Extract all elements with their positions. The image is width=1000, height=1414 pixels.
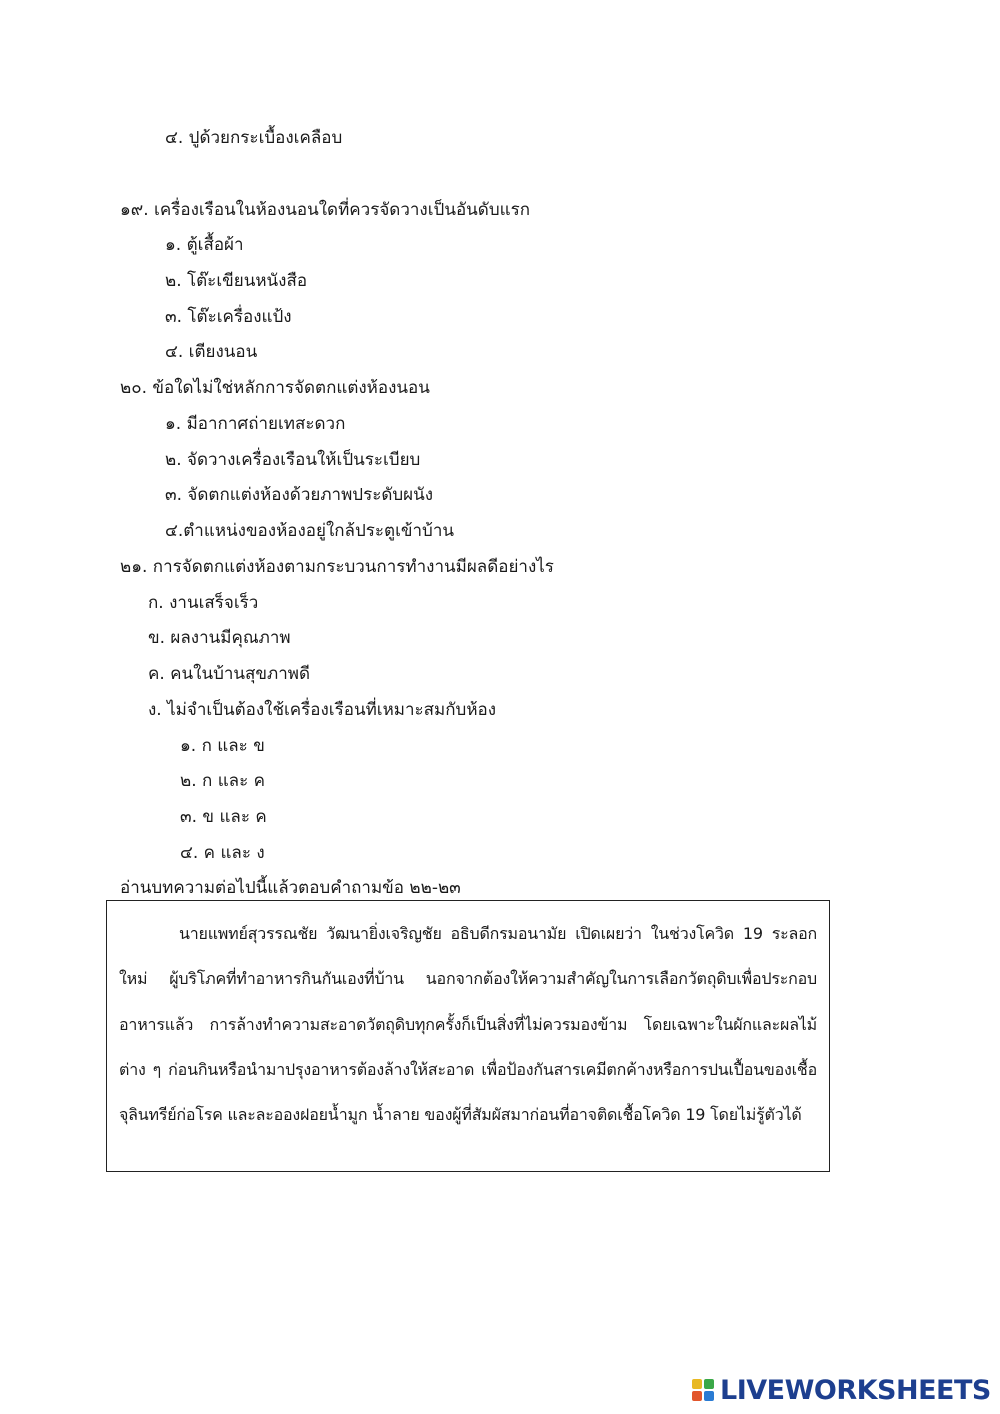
liveworksheets-brand	[692, 1374, 991, 1406]
question-19: ๑๙. เครื่องเรือนในห้องนอนใดที่ควรจัดวางเป็นอันดับแรก	[120, 200, 530, 220]
brand-name: LIVEWORKSHEETS	[720, 1374, 991, 1406]
q20-choice-2[interactable]: ๒. จัดวางเครื่องเรือนให้เป็นระเบียบ	[165, 450, 421, 470]
reading-passage-box	[106, 900, 830, 1172]
reading-instruction: อ่านบทความต่อไปนี้แล้วตอบคำถามข้อ ๒๒-๒๓	[120, 878, 461, 898]
q19-choice-3[interactable]: ๓. โต๊ะเครื่องแป้ง	[165, 307, 292, 327]
q21-statement-b: ข. ผลงานมีคุณภาพ	[148, 628, 291, 648]
q21-statement-d: ง. ไม่จำเป็นต้องใช้เครื่องเรือนที่เหมาะสมกับห้อง	[148, 700, 497, 720]
q19-choice-4[interactable]: ๔. เตียงนอน	[165, 342, 258, 362]
q21-statement-a: ก. งานเสร็จเร็ว	[148, 593, 259, 613]
prev-choice-4: ๔. ปูด้วยกระเบื้องเคลือบ	[165, 128, 343, 148]
logo-square-2	[704, 1379, 714, 1389]
logo-square-3	[692, 1391, 702, 1401]
q20-choice-1[interactable]: ๑. มีอากาศถ่ายเทสะดวก	[165, 414, 346, 434]
q21-choice-1[interactable]: ๑. ก และ ข	[180, 736, 265, 756]
q20-choice-3[interactable]: ๓. จัดตกแต่งห้องด้วยภาพประดับผนัง	[165, 485, 434, 505]
logo-square-4	[704, 1391, 714, 1401]
liveworksheets-logo-icon	[692, 1379, 714, 1401]
reading-passage-text: นายแพทย์สุวรรณชัย วัฒนายิ่งเจริญชัย อธิบดีกรมอนามัย เปิดเผยว่า ในช่วงโควิด 19 ระลอกใหม่ ผู้บริโภคที่ทำอาหารกินกันเองที่บ้าน นอกจากต้องให้ความสำคัญในการเลือกวัตถุดิบเพื่อประกอบอาหารแล้ว การล้างทำความสะอาดวัตถุดิบทุกครั้งก็เป็นสิ่งที่ไม่ควรมองข้าม โดยเฉพาะในผักและผลไม้ต่าง ๆ ก่อนกินหรือนำมาปรุงอาหารต้องล้างให้สะอาด เพื่อป้องกันสารเคมีตกค้างหรือการปนเปื้อนของเชื้อจุลินทรีย์ก่อโรค และละอองฝอยน้ำมูก น้ำลาย ของผู้ที่สัมผัสมาก่อนที่อาจติดเชื้อโควิด 19 โดยไม่รู้ตัวได้	[119, 924, 817, 1125]
q19-choice-2[interactable]: ๒. โต๊ะเขียนหนังสือ	[165, 271, 308, 291]
question-21: ๒๑. การจัดตกแต่งห้องตามกระบวนการทำงานมีผลดีอย่างไร	[120, 557, 554, 577]
q20-choice-4[interactable]: ๔.ตำแหน่งของห้องอยู่ใกล้ประตูเข้าบ้าน	[165, 521, 454, 541]
q21-choice-2[interactable]: ๒. ก และ ค	[180, 771, 265, 791]
logo-square-1	[692, 1379, 702, 1389]
q21-choice-4[interactable]: ๔. ค และ ง	[180, 843, 265, 863]
q19-choice-1[interactable]: ๑. ตู้เสื้อผ้า	[165, 235, 244, 255]
question-20: ๒๐. ข้อใดไม่ใช่หลักการจัดตกแต่งห้องนอน	[120, 378, 430, 398]
q21-statement-c: ค. คนในบ้านสุขภาพดี	[148, 664, 311, 684]
q21-choice-3[interactable]: ๓. ข และ ค	[180, 807, 267, 827]
